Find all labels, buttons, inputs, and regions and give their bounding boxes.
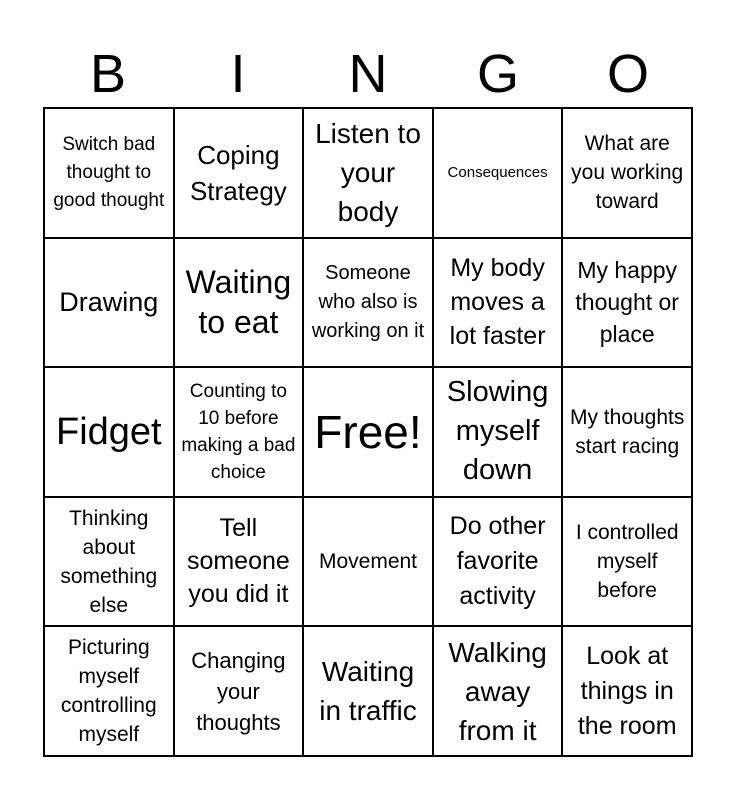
bingo-cell [433, 497, 563, 627]
cell-text: Look at things in the room [577, 641, 677, 740]
cell-text: Movement [318, 549, 418, 573]
cell-text: Slowing myself down [446, 376, 549, 487]
bingo-cell [562, 108, 692, 238]
cell-text: My thoughts start racing [569, 405, 685, 458]
bingo-card-grid [43, 107, 693, 757]
cell-text: Consequences [447, 163, 548, 181]
bingo-cell [433, 367, 563, 497]
cell-text: Changing your thoughts [191, 647, 286, 735]
bingo-cell [174, 367, 304, 497]
cell-text: Tell someone you did it [186, 514, 290, 609]
cell-text: Someone who also is working on it [311, 261, 425, 342]
cell-text: Thinking about something else [60, 506, 158, 617]
header-letter-i: I [230, 44, 246, 104]
cell-text: Walking away from it [448, 636, 547, 746]
cell-text: My happy thought or place [575, 257, 679, 348]
bingo-cell [174, 108, 304, 238]
bingo-header [43, 40, 693, 108]
cell-text: Coping Strategy [189, 139, 287, 206]
bingo-cell [562, 497, 692, 627]
header-letter-g: G [476, 44, 519, 104]
header-letter-b: B [89, 44, 127, 104]
bingo-cell [433, 626, 563, 756]
free-space-text: Free! [314, 405, 422, 458]
bingo-cell [44, 367, 174, 497]
cell-text: Fidget [55, 410, 162, 453]
bingo-cell [303, 497, 433, 627]
bingo-cell [433, 108, 563, 238]
bingo-cell-free [303, 367, 433, 497]
cell-text: Listen to your body [315, 118, 421, 228]
cell-text: Do other favorite activity [449, 512, 546, 611]
cell-text: My body moves a lot faster [449, 254, 546, 351]
bingo-cell [562, 367, 692, 497]
bingo-cell [44, 497, 174, 627]
cell-text: I controlled myself before [575, 521, 679, 603]
bingo-cell [562, 626, 692, 756]
header-letter-n: N [348, 44, 388, 104]
cell-text: What are you working toward [571, 132, 684, 214]
cell-text: Drawing [59, 286, 159, 317]
cell-text: Picturing myself controlling myself [60, 636, 157, 747]
bingo-cell [174, 238, 304, 368]
bingo-cell [44, 626, 174, 756]
cell-text: Switch bad thought to good thought [53, 133, 165, 211]
bingo-cell [433, 238, 563, 368]
bingo-cell [44, 238, 174, 368]
bingo-cell [562, 238, 692, 368]
bingo-cell [174, 626, 304, 756]
cell-text: Waiting to eat [185, 264, 292, 341]
cell-text: Waiting in traffic [319, 656, 417, 727]
bingo-cell [303, 108, 433, 238]
bingo-cell [174, 497, 304, 627]
cell-text: Counting to 10 before making a bad choice [181, 380, 296, 483]
bingo-cell [303, 238, 433, 368]
bingo-cell [44, 108, 174, 238]
header-letter-o: O [606, 44, 649, 104]
bingo-cell [303, 626, 433, 756]
